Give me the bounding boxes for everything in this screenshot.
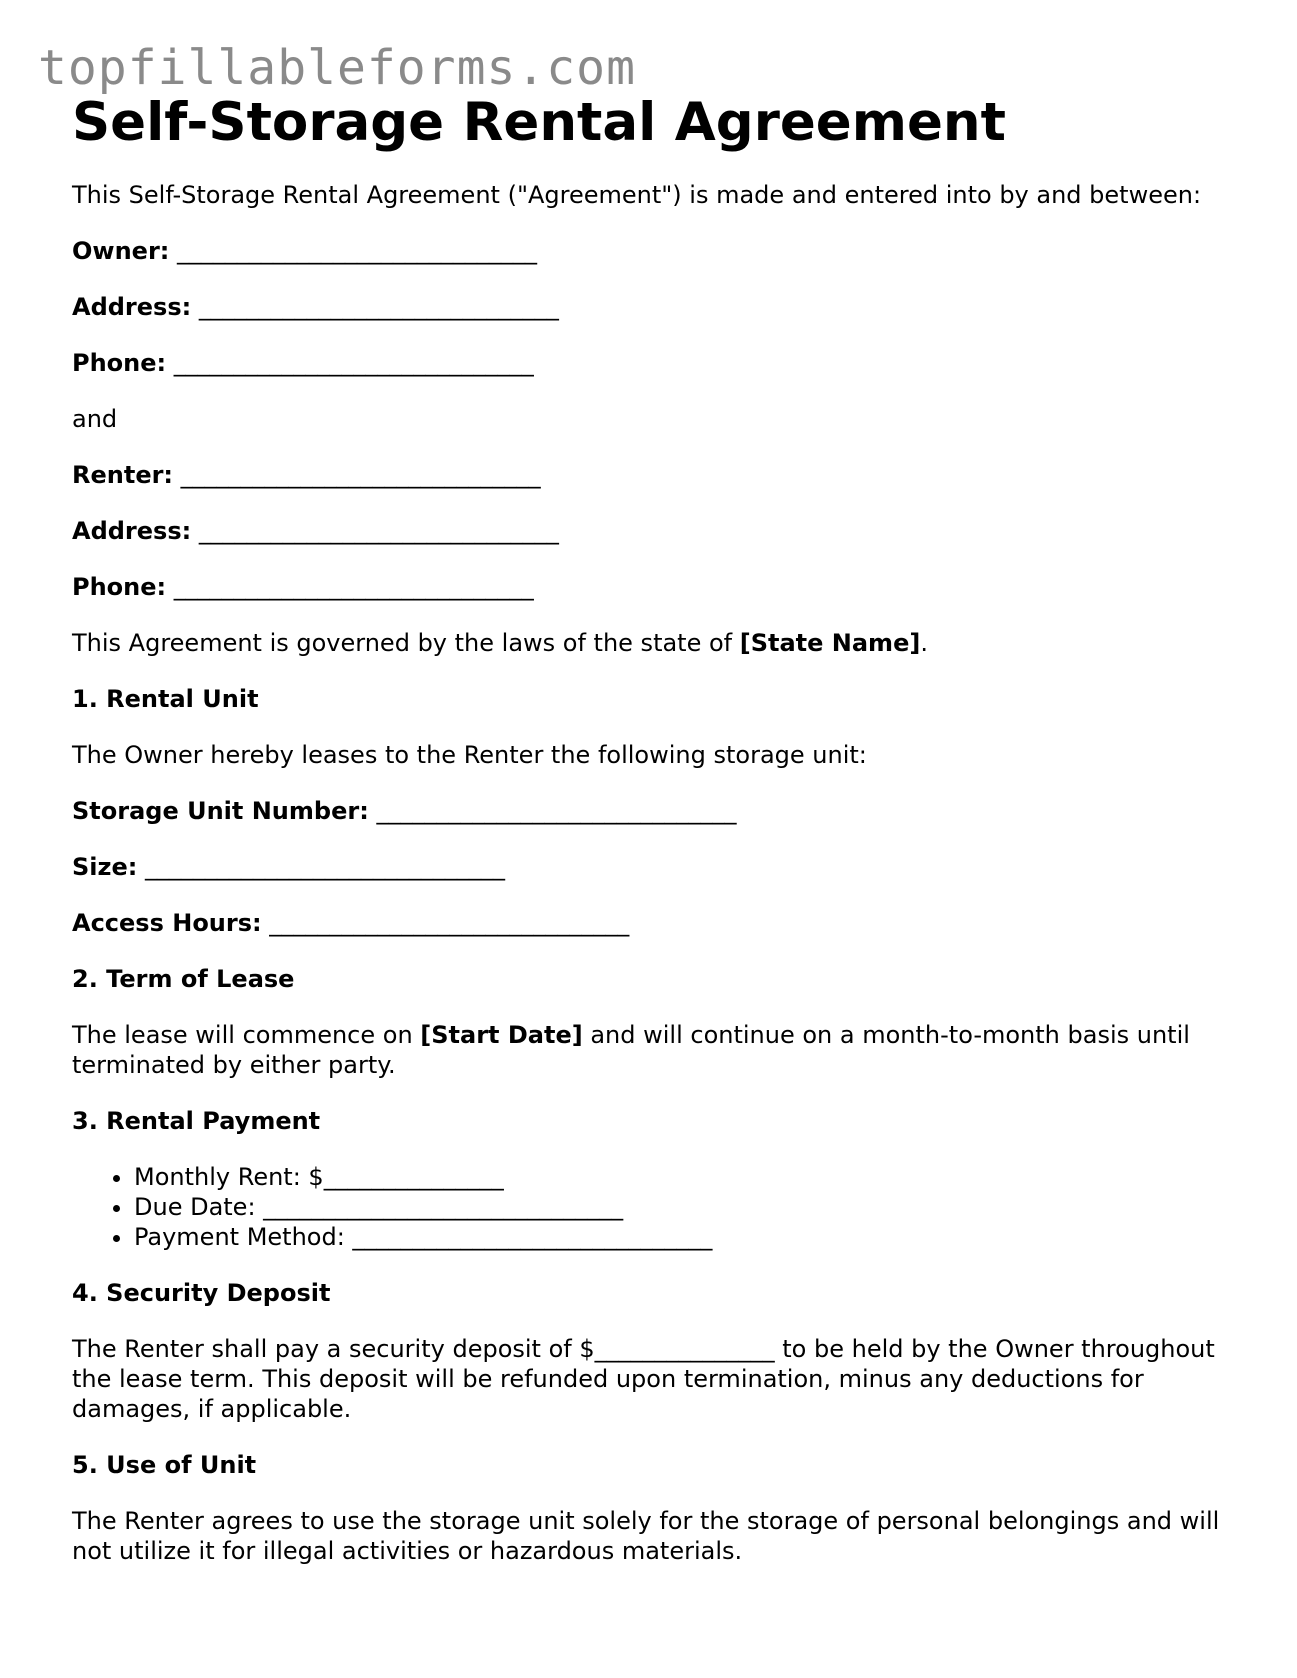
section-2-heading: 2. Term of Lease xyxy=(72,965,295,993)
state-name-placeholder: [State Name] xyxy=(739,629,921,657)
storage-unit-number-blank[interactable]: ______________________________ xyxy=(376,797,737,825)
owner-phone-blank[interactable]: ______________________________ xyxy=(173,349,534,377)
owner-address-field[interactable] xyxy=(72,292,1232,322)
term-text-after: and will continue on a month-to-month basis until terminated by either party. xyxy=(72,1021,1190,1079)
payment-method-item[interactable]: • Payment Method: ______________________________ xyxy=(134,1222,1232,1252)
renter-name-label: Renter: xyxy=(72,461,174,489)
document-title: Self-Storage Rental Agreement xyxy=(72,92,1006,153)
access-hours-field[interactable] xyxy=(72,908,1232,938)
access-hours-label: Access Hours: xyxy=(72,909,262,937)
owner-address-label: Address: xyxy=(72,293,192,321)
owner-name-blank[interactable]: ______________________________ xyxy=(177,237,538,265)
section-5-text: The Renter agrees to use the storage unit solely for the storage of personal belongings and will not utilize it for illegal activities or hazardous materials. xyxy=(72,1507,1220,1565)
governing-text-before: This Agreement is governed by the laws of the state of xyxy=(72,629,740,657)
renter-phone-label: Phone: xyxy=(72,573,167,601)
section-1-heading: 1. Rental Unit xyxy=(72,685,259,713)
owner-phone-label: Phone: xyxy=(72,349,167,377)
storage-unit-number-field[interactable] xyxy=(72,796,1232,826)
section-2-text xyxy=(72,1020,1232,1080)
term-text-before: The lease will commence on xyxy=(72,1021,421,1049)
size-field[interactable] xyxy=(72,852,1232,882)
owner-phone-field[interactable] xyxy=(72,348,1232,378)
renter-name-field[interactable] xyxy=(72,460,1232,490)
size-label: Size: xyxy=(72,853,138,881)
watermark-text: topfillableforms.com xyxy=(38,40,636,96)
storage-unit-number-label: Storage Unit Number: xyxy=(72,797,369,825)
intro-paragraph: This Self-Storage Rental Agreement ("Agreement") is made and entered into by and between: xyxy=(72,181,1202,209)
renter-phone-blank[interactable]: ______________________________ xyxy=(173,573,534,601)
section-4-text: The Renter shall pay a security deposit of $_______________ to be held by the Owner throughout the lease term. This deposit will be refunded upon termination, minus any deductions for damages, if applicable. xyxy=(72,1335,1215,1423)
renter-address-label: Address: xyxy=(72,517,192,545)
owner-name-label: Owner: xyxy=(72,237,170,265)
owner-name-field[interactable] xyxy=(72,236,1232,266)
renter-address-field[interactable] xyxy=(72,516,1232,546)
renter-address-blank[interactable]: ______________________________ xyxy=(198,517,559,545)
start-date-placeholder: [Start Date] xyxy=(420,1021,583,1049)
governing-text-after: . xyxy=(920,629,928,657)
monthly-rent-item[interactable]: • Monthly Rent: $_______________ xyxy=(134,1162,1232,1192)
section-5-heading: 5. Use of Unit xyxy=(72,1451,257,1479)
renter-name-blank[interactable]: ______________________________ xyxy=(180,461,541,489)
access-hours-blank[interactable]: ______________________________ xyxy=(269,909,630,937)
governing-law-paragraph xyxy=(72,628,1232,658)
size-blank[interactable]: ______________________________ xyxy=(145,853,505,881)
rental-payment-list xyxy=(72,1162,1232,1252)
owner-address-blank[interactable]: ______________________________ xyxy=(198,293,559,321)
and-text: and xyxy=(72,405,118,433)
section-1-text: The Owner hereby leases to the Renter the following storage unit: xyxy=(72,741,867,769)
document-page xyxy=(72,90,1232,1566)
section-4-heading: 4. Security Deposit xyxy=(72,1279,331,1307)
section-3-heading: 3. Rental Payment xyxy=(72,1107,321,1135)
due-date-item[interactable]: • Due Date: ______________________________ xyxy=(134,1192,1232,1222)
renter-phone-field[interactable] xyxy=(72,572,1232,602)
